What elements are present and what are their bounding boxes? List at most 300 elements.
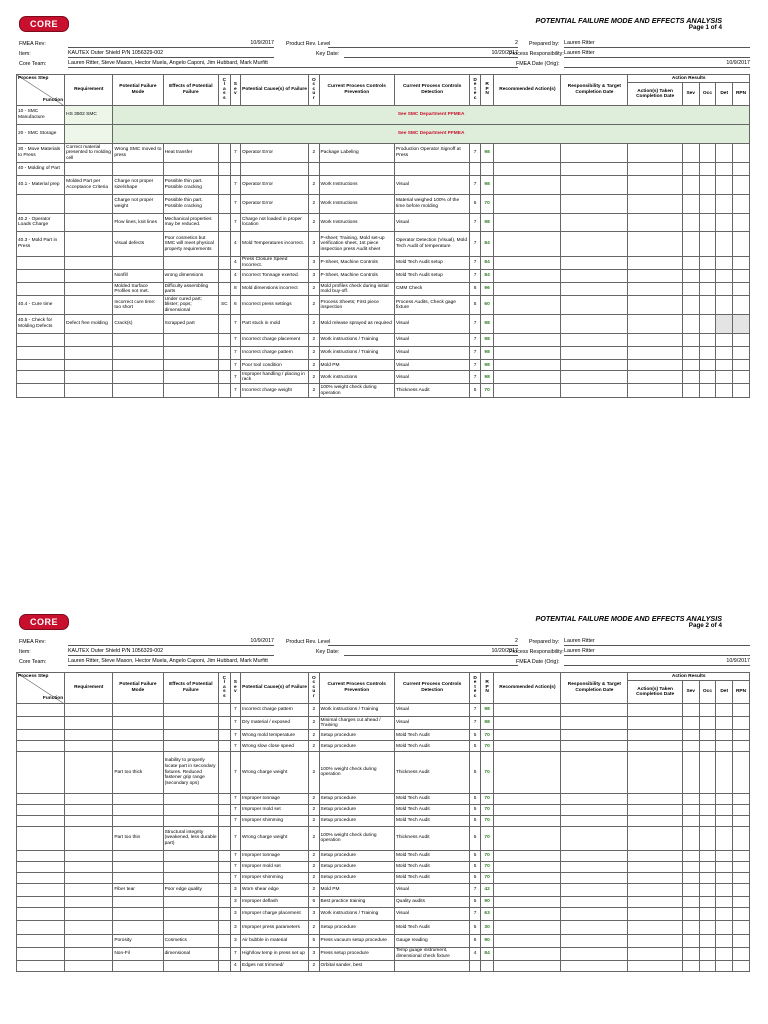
cell-sev-result (682, 144, 699, 163)
cell-responsibility (561, 162, 628, 175)
cell-occ-result (699, 162, 716, 175)
cell-responsibility (561, 371, 628, 384)
cell-rpn-result (733, 908, 750, 921)
cell-rpn: 70 (480, 752, 494, 793)
table-row (17, 947, 750, 960)
cell-effects (163, 384, 218, 397)
cell-recommended (494, 283, 561, 296)
cell-requirement (65, 717, 113, 730)
cell-prevention: Setup procedure (319, 741, 394, 752)
cell-effects (163, 897, 218, 908)
cell-class (219, 960, 231, 971)
cell-requirement (65, 908, 113, 921)
table-row (17, 144, 750, 163)
cell-cause: Wrong charge weight (241, 826, 309, 850)
cell-detection: Mold Tech Audit (394, 861, 469, 872)
cell-det-result (716, 269, 733, 282)
cell-sev: 7 (230, 717, 240, 730)
label-product-rev: Product Rev. Level (286, 41, 331, 47)
cell-requirement (65, 269, 113, 282)
cell-failure-mode: Charge not proper size/shape (113, 175, 163, 194)
cell-responsibility (561, 269, 628, 282)
cell-rpn-result (733, 934, 750, 947)
cell-requirement (65, 347, 113, 360)
cell-occ-result (699, 960, 716, 971)
cell-det-result (716, 704, 733, 717)
table-row (17, 125, 750, 144)
value-item: KAUTEX Outer Shield P/N 1056329-002 (68, 49, 274, 58)
cell-class (219, 256, 231, 269)
cell-actions-taken (628, 333, 682, 346)
cell-effects: Structural integrity (weakened, less durable part) (163, 826, 218, 850)
cell-rpn: 84 (480, 947, 494, 960)
cell-process-step: 40.4 - Cure time (17, 296, 65, 315)
cell-actions-taken (628, 717, 682, 730)
cell-det-result (716, 360, 733, 371)
process-step-diagonal-cell (17, 75, 64, 105)
col-rpn-result: RPN (733, 83, 750, 106)
cell-responsibility (561, 897, 628, 908)
cell-sev: 7 (230, 804, 240, 815)
cell-occ-result (699, 347, 716, 360)
cell-requirement (65, 360, 113, 371)
cell-effects: Possible thin part. Possible cracking (163, 194, 218, 213)
col-action-results: Action Results (628, 673, 750, 681)
cell-effects (163, 741, 218, 752)
cell-occur: 3 (309, 256, 319, 269)
cell-cause: Improper press parameters (241, 921, 309, 934)
cell-effects: Under cured part; blister; pops; dimensional (163, 296, 218, 315)
table-row (17, 717, 750, 730)
cell-occur: 2 (309, 752, 319, 793)
col-class-char: C (222, 77, 227, 83)
cell-responsibility (561, 872, 628, 883)
table-row (17, 162, 750, 175)
cell-rpn: 98 (480, 360, 494, 371)
cell-detec: 5 (470, 872, 480, 883)
col-rpn (480, 673, 494, 704)
cell-responsibility (561, 908, 628, 921)
cell-actions-taken (628, 947, 682, 960)
value-process-responsibility: Lauren Ritter (564, 647, 750, 656)
cell-effects (163, 960, 218, 971)
cell-failure-mode: Porosity (113, 934, 163, 947)
table-row (17, 897, 750, 908)
cell-effects (163, 793, 218, 804)
cell-recommended (494, 256, 561, 269)
cell-occur: 3 (309, 908, 319, 921)
cell-recommended (494, 333, 561, 346)
cell-process-step (17, 741, 65, 752)
cell-failure-mode: Incorrect cure time: too short (113, 296, 163, 315)
cell-occur: 2 (309, 793, 319, 804)
cell-effects (163, 804, 218, 815)
cell-detec: 5 (470, 861, 480, 872)
cell-class (219, 861, 231, 872)
cell-responsibility (561, 793, 628, 804)
cell-rpn-result (733, 921, 750, 934)
cell-sev: 3 (230, 897, 240, 908)
cell-recommended (494, 269, 561, 282)
value-product-rev: 2 (328, 637, 518, 646)
cell-prevention: Setup procedure (319, 793, 394, 804)
cell-failure-mode: Non-Fil (113, 947, 163, 960)
col-detec-char: e (473, 689, 477, 695)
cell-detec: 7 (470, 704, 480, 717)
cell-process-step (17, 704, 65, 717)
cell-detection: Mold Tech Audit (394, 921, 469, 934)
col-causes: Potential Cause(s) of Failure (241, 75, 309, 106)
col-rpn (480, 75, 494, 106)
cell-recommended (494, 897, 561, 908)
cell-failure-mode (113, 897, 163, 908)
cell-detection: CMM Check (394, 283, 469, 296)
cell-actions-taken (628, 730, 682, 741)
label-prepared-by: Prepared by: (529, 41, 560, 47)
cell-occur: 3 (309, 947, 319, 960)
cell-process-step (17, 269, 65, 282)
cell-det-result (716, 752, 733, 793)
cell-recommended (494, 883, 561, 896)
cell-effects: Inability to properly locate part in secondary fixtures. Reduced fastener grip range (secondary ops) (163, 752, 218, 793)
cell-actions-taken (628, 384, 682, 397)
cell-occur: 2 (309, 883, 319, 896)
cell-cause (241, 162, 309, 175)
cell-class (219, 371, 231, 384)
col-class (219, 75, 231, 106)
cell-sev-result (682, 883, 699, 896)
cell-prevention: 100% weight check during operation (319, 384, 394, 397)
cell-det-result (716, 144, 733, 163)
table-row (17, 730, 750, 741)
cell-sev: 7 (230, 213, 240, 232)
cell-process-step (17, 934, 65, 947)
cell-detec: 5 (470, 793, 480, 804)
cell-cause: Wrong mold temperature (241, 730, 309, 741)
table-row (17, 793, 750, 804)
cell-class (219, 717, 231, 730)
cell-recommended (494, 960, 561, 971)
cell-sev: 7 (230, 371, 240, 384)
cell-effects: Cosmetics (163, 934, 218, 947)
col-sev (230, 673, 240, 704)
value-prepared-by: Lauren Ritter (564, 39, 750, 48)
cell-rpn-result (733, 872, 750, 883)
cell-occur (309, 162, 319, 175)
cell-detec: 7 (470, 269, 480, 282)
cell-rpn: 90 (480, 897, 494, 908)
cell-requirement (65, 730, 113, 741)
cell-occ-result (699, 850, 716, 861)
process-step-diagonal-cell (17, 673, 64, 703)
cell-failure-mode (113, 815, 163, 826)
cell-sev: 6 (230, 296, 240, 315)
cell-effects (163, 360, 218, 371)
cell-class (219, 741, 231, 752)
cell-detection: Thickness Audit (394, 752, 469, 793)
col-rpn-char: P (485, 684, 489, 690)
cell-recommended (494, 213, 561, 232)
col-actions-taken: Action(s) Taken Completion Date (628, 681, 682, 704)
col-class-char: a (222, 684, 226, 690)
table-row (17, 347, 750, 360)
cell-detec: 5 (470, 730, 480, 741)
label-product-rev: Product Rev. Level (286, 639, 331, 645)
cell-det-result (716, 213, 733, 232)
cell-rpn: 98 (480, 371, 494, 384)
cell-responsibility (561, 883, 628, 896)
cell-rpn: 70 (480, 850, 494, 861)
table-row (17, 333, 750, 346)
cell-rpn: 90 (480, 934, 494, 947)
cell-occ-result (699, 934, 716, 947)
cell-prevention (319, 162, 394, 175)
cell-rpn: 98 (480, 717, 494, 730)
cell-actions-taken (628, 883, 682, 896)
value-item: KAUTEX Outer Shield P/N 1056329-002 (68, 647, 274, 656)
cell-failure-mode: Nonfill (113, 269, 163, 282)
cell-cause: Improper handling / placing in rack (241, 371, 309, 384)
cell-cause: Wrong slow close speed (241, 741, 309, 752)
cell-actions-taken (628, 921, 682, 934)
cell-sev: 7 (230, 850, 240, 861)
cell-detection: Thickness Audit (394, 826, 469, 850)
cell-failure-mode (113, 921, 163, 934)
cell-cause: Dry material / exposed (241, 717, 309, 730)
cell-failure-mode (113, 333, 163, 346)
col-detec-char: D (473, 675, 477, 681)
cell-class (219, 333, 231, 346)
cell-requirement (65, 162, 113, 175)
cell-recommended (494, 861, 561, 872)
cell-class (219, 175, 231, 194)
cell-occur: 2 (309, 826, 319, 850)
label-item: Item: (19, 51, 31, 57)
cell-recommended (494, 908, 561, 921)
cell-recommended (494, 804, 561, 815)
cell-detection: Mold Tech Audit (394, 730, 469, 741)
cell-detec (470, 162, 480, 175)
cell-detection: Mold Tech Audit setup (394, 256, 469, 269)
cell-recommended (494, 793, 561, 804)
cell-responsibility (561, 850, 628, 861)
cell-sev-result (682, 872, 699, 883)
cell-failure-mode (113, 850, 163, 861)
cell-actions-taken (628, 850, 682, 861)
col-requirement: Requirement (65, 75, 113, 106)
cell-rpn: 60 (480, 296, 494, 315)
cell-class (219, 194, 231, 213)
cell-recommended (494, 144, 561, 163)
cell-requirement: Molded Part per Acceptance Criteria (65, 175, 113, 194)
label-key-date: Key Date: (316, 51, 340, 57)
col-requirement: Requirement (65, 673, 113, 704)
col-detection: Current Process Controls Detection (394, 75, 469, 106)
cell-requirement (65, 741, 113, 752)
cell-detection: Visual (394, 883, 469, 896)
col-detec-char: c (473, 95, 477, 101)
cell-effects: Poor cosmetics but SMC will meet physical property requirements (163, 232, 218, 256)
cell-detec: 5 (470, 826, 480, 850)
label-key-date: Key Date: (316, 649, 340, 655)
cell-cause: Mold Temperatures incorrect. (241, 232, 309, 256)
cell-occur: 6 (309, 897, 319, 908)
cell-cause: High/low temp in press set up (241, 947, 309, 960)
cell-responsibility (561, 296, 628, 315)
document-title: POTENTIAL FAILURE MODE AND EFFECTS ANALYSIS (535, 16, 722, 25)
cell-effects (163, 704, 218, 717)
cell-effects: Scrapped part (163, 315, 218, 334)
cell-requirement (65, 934, 113, 947)
cell-detection: Thickness Audit (394, 384, 469, 397)
value-fmea-date: 10/9/2017 (564, 59, 750, 68)
cell-requirement (65, 921, 113, 934)
cell-detec: 7 (470, 232, 480, 256)
cell-requirement (65, 333, 113, 346)
cell-detection: Visual (394, 315, 469, 334)
cell-responsibility (561, 347, 628, 360)
cell-responsibility (561, 315, 628, 334)
cell-requirement (65, 213, 113, 232)
cell-recommended (494, 947, 561, 960)
col-actions-taken: Action(s) Taken Completion Date (628, 83, 682, 106)
value-core-team: Lauren Ritter, Steve Mason, Hector Muela, Angelo Caponi, Jim Hubbard, Mark Murfitt (68, 657, 518, 666)
cell-class (219, 283, 231, 296)
cell-sev: 3 (230, 921, 240, 934)
cell-effects (163, 717, 218, 730)
cell-class (219, 947, 231, 960)
cell-occur: 2 (309, 360, 319, 371)
cell-prevention: P-Sheet, Machine Controls (319, 269, 394, 282)
cell-rpn-result (733, 347, 750, 360)
cell-class (219, 162, 231, 175)
cell-rpn-result (733, 315, 750, 334)
cell-sev: 7 (230, 360, 240, 371)
cell-class (219, 232, 231, 256)
cell-recommended (494, 347, 561, 360)
cell-process-step (17, 256, 65, 269)
cell-detection: Mold Tech Audit setup (394, 269, 469, 282)
cell-sev: 7 (230, 175, 240, 194)
table-row (17, 960, 750, 971)
cell-detec: 7 (470, 360, 480, 371)
cell-cause: Wrong charge weight (241, 752, 309, 793)
cell-sev-result (682, 175, 699, 194)
cell-occ-result (699, 730, 716, 741)
cell-process-step: 40.5 - Check for Molding Defects (17, 315, 65, 334)
cell-recommended (494, 717, 561, 730)
cell-cause: Edges not trimmed/ (241, 960, 309, 971)
cell-sev: 3 (230, 883, 240, 896)
cell-failure-mode: Flow lines, knit lines (113, 213, 163, 232)
cell-occ-result (699, 826, 716, 850)
cell-detection: Production Operator Signoff at Press (394, 144, 469, 163)
cell-rpn-result (733, 144, 750, 163)
cell-prevention: 100% weight check during operation (319, 752, 394, 793)
cell-occ-result (699, 793, 716, 804)
cell-failure-mode (113, 256, 163, 269)
cell-actions-taken (628, 347, 682, 360)
cell-process-step (17, 793, 65, 804)
cell-rpn: 70 (480, 741, 494, 752)
cell-occur: 2 (309, 315, 319, 334)
cell-rpn-result (733, 704, 750, 717)
cell-sev: 4 (230, 256, 240, 269)
cell-occ-result (699, 752, 716, 793)
cell-responsibility (561, 717, 628, 730)
col-sev-result: Sev (682, 681, 699, 704)
cell-sev-result (682, 741, 699, 752)
value-process-responsibility: Lauren Ritter (564, 49, 750, 58)
cell-occ-result (699, 175, 716, 194)
cell-responsibility (561, 256, 628, 269)
cell-occ-result (699, 232, 716, 256)
cell-occ-result (699, 360, 716, 371)
cell-cause: Improper charge placement (241, 908, 309, 921)
cell-prevention: Setup procedure (319, 804, 394, 815)
cell-process-step (17, 815, 65, 826)
cell-cause: Improper shimming (241, 815, 309, 826)
cell-actions-taken (628, 162, 682, 175)
cell-sev: 7 (230, 861, 240, 872)
cell-occ-result (699, 194, 716, 213)
cell-rpn-result (733, 960, 750, 971)
cell-detec: 5 (470, 815, 480, 826)
cell-occur: 2 (309, 333, 319, 346)
value-key-date: 10/20/2017 (344, 647, 518, 656)
cell-det-result (716, 872, 733, 883)
cell-rpn-result (733, 232, 750, 256)
col-function-label: Function (42, 696, 64, 702)
cell-class (219, 704, 231, 717)
cell-detec: 5 (470, 804, 480, 815)
table-row (17, 752, 750, 793)
cell-requirement: Defect free molding (65, 315, 113, 334)
cell-responsibility (561, 704, 628, 717)
cell-sev: 7 (230, 730, 240, 741)
cell-process-step (17, 861, 65, 872)
col-detec-char: D (473, 77, 477, 83)
cell-occur: 2 (309, 347, 319, 360)
cell-rpn-result (733, 269, 750, 282)
cell-rpn: 63 (480, 908, 494, 921)
cell-sev-result (682, 371, 699, 384)
cell-requirement (65, 960, 113, 971)
cell-requirement (65, 815, 113, 826)
cell-occ-result (699, 296, 716, 315)
cell-requirement (65, 283, 113, 296)
cell-requirement (65, 826, 113, 850)
cell-recommended (494, 232, 561, 256)
cell-effects (163, 162, 218, 175)
cell-rpn-result (733, 730, 750, 741)
cell-effects (163, 921, 218, 934)
cell-det-result (716, 333, 733, 346)
col-detection: Current Process Controls Detection (394, 673, 469, 704)
cell-failure-mode: Fiber tear (113, 883, 163, 896)
cell-sev-result (682, 296, 699, 315)
cell-responsibility (561, 752, 628, 793)
cell-effects: Heat transfer (163, 144, 218, 163)
cell-responsibility (561, 861, 628, 872)
cell-cause: Incorrect press settings (241, 296, 309, 315)
cell-prevention: Mold release sprayed as required (319, 315, 394, 334)
cell-sev-result (682, 730, 699, 741)
cell-rpn: 98 (480, 333, 494, 346)
cell-detec: 7 (470, 883, 480, 896)
table-row (17, 861, 750, 872)
cell-prevention: Work Instructions (319, 194, 394, 213)
